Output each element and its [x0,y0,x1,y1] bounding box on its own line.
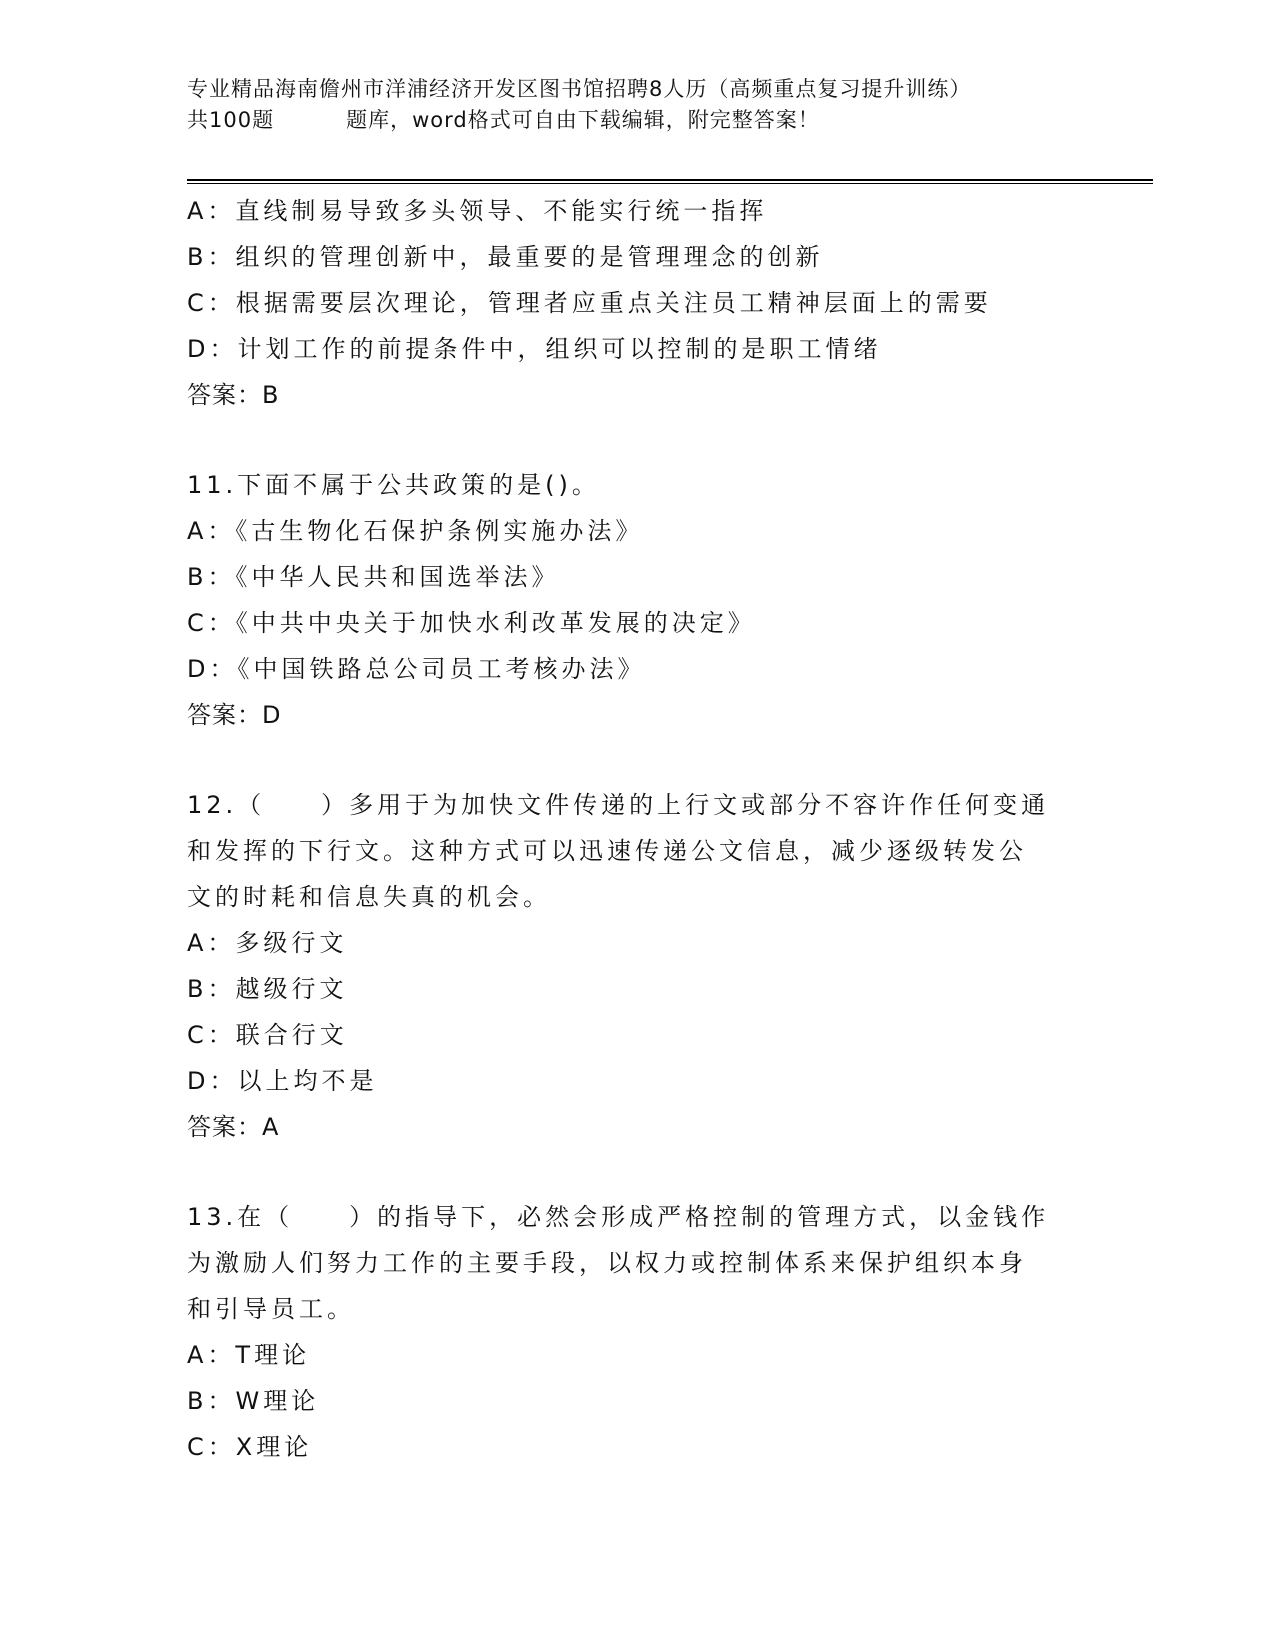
option-d: D：以上均不是 [187,1067,378,1095]
header-description: 题库，word格式可自由下载编辑，附完整答案！ [346,108,820,132]
option-b: B：W理论 [187,1387,320,1415]
document-body [187,188,1087,1470]
option-d: D：计划工作的前提条件中，组织可以控制的是职工情绪 [187,335,882,363]
question-10 [187,188,1087,418]
option-a: A：多级行文 [187,929,348,957]
question-stem-line-3: 文的时耗和信息失真的机会。 [187,883,551,911]
question-stem: 11.下面不属于公共政策的是()。 [187,471,600,499]
question-stem-line-3: 和引导员工。 [187,1295,355,1323]
option-b: B：越级行文 [187,975,348,1003]
option-c: C：联合行文 [187,1021,348,1049]
question-stem-line-1: 13.在（ ）的指导下，必然会形成严格控制的管理方式，以金钱作 [187,1203,1050,1231]
question-stem-line-2: 为激励人们努力工作的主要手段，以权力或控制体系来保护组织本身 [187,1249,1027,1277]
header-divider-thick [187,179,1153,181]
question-13 [187,1194,1087,1470]
option-c: C：根据需要层次理论，管理者应重点关注员工精神层面上的需要 [187,289,992,317]
question-12 [187,782,1087,1150]
header-divider-thin [187,183,1153,184]
option-b: B：《中华人民共和国选举法》 [187,563,560,591]
header-subtitle-line [187,105,1087,136]
option-c: C：X理论 [187,1433,313,1461]
question-stem-line-1: 12.（ ）多用于为加快文件传递的上行文或部分不容许作任何变通 [187,791,1050,819]
header-question-count: 共100题 [187,108,275,132]
option-a: A：T理论 [187,1341,311,1369]
answer: 答案：D [187,701,282,729]
option-c: C：《中共中央关于加快水利改革发展的决定》 [187,609,756,637]
question-11 [187,462,1087,738]
option-b: B：组织的管理创新中，最重要的是管理理念的创新 [187,243,824,271]
header-title-line: 专业精品海南儋州市洋浦经济开发区图书馆招聘8人历（高频重点复习提升训练） [187,77,972,101]
answer: 答案：A [187,1113,280,1141]
option-a: A：《古生物化石保护条例实施办法》 [187,517,644,545]
option-d: D：《中国铁路总公司员工考核办法》 [187,655,646,683]
question-stem-line-2: 和发挥的下行文。这种方式可以迅速传递公文信息，减少逐级转发公 [187,837,1027,865]
answer: 答案：B [187,381,280,409]
option-a: A：直线制易导致多头领导、不能实行统一指挥 [187,197,768,225]
document-header [187,74,1087,136]
